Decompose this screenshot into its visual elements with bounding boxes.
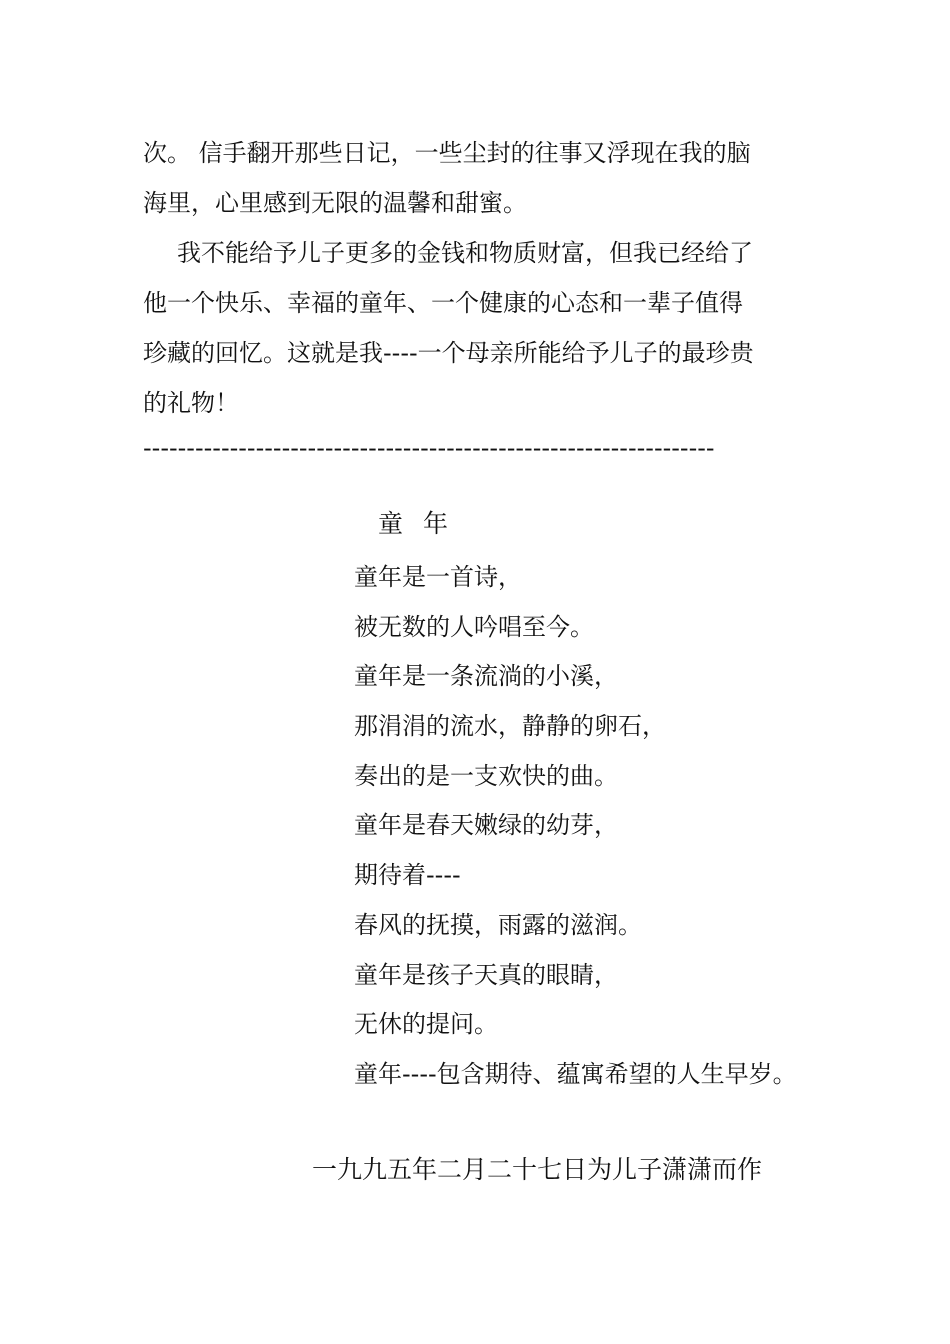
poem-line: 童年是孩子天真的眼睛， [354, 960, 618, 989]
poem-signature: 一九九五年二月二十七日为儿子潇潇而作 [312, 1155, 763, 1184]
poem-line: 童年是一首诗， [354, 563, 522, 591]
poem-body [354, 553, 914, 1100]
section-divider: ------------------------------------------------------------------ [143, 434, 715, 462]
poem-line: 童年是一条流淌的小溪， [354, 662, 618, 691]
prose-paragraph-start: 我不能给予儿子更多的金钱和物质财富，但我已经给了 [177, 239, 753, 267]
poem-line: 童年是春天嫩绿的幼芽， [354, 811, 618, 840]
poem-line: 春风的抚摸，雨露的滋润。 [354, 910, 642, 939]
poem-line: 期待着---- [354, 861, 461, 890]
poem-line: 被无数的人吟唱至今。 [354, 612, 594, 641]
prose-line: 珍藏的回忆。这就是我----一个母亲所能给予儿子的最珍贵 [143, 339, 754, 367]
poem-title: 童 年 [378, 509, 454, 538]
prose-section [143, 128, 803, 428]
poem-line: 童年----包含期待、蕴寓希望的人生早岁。 [354, 1059, 797, 1088]
prose-line: 他一个快乐、幸福的童年、一个健康的心态和一辈子值得 [143, 289, 743, 317]
poem-line: 无休的提问。 [354, 1010, 498, 1039]
poem-line: 奏出的是一支欢快的曲。 [354, 761, 618, 790]
poem-line: 那涓涓的流水，静静的卵石， [354, 712, 666, 741]
prose-line: 海里，心里感到无限的温馨和甜蜜。 [143, 189, 527, 217]
prose-line: 的礼物！ [143, 389, 239, 417]
prose-line: 次。 信手翻开那些日记，一些尘封的往事又浮现在我的脑 [143, 139, 751, 167]
